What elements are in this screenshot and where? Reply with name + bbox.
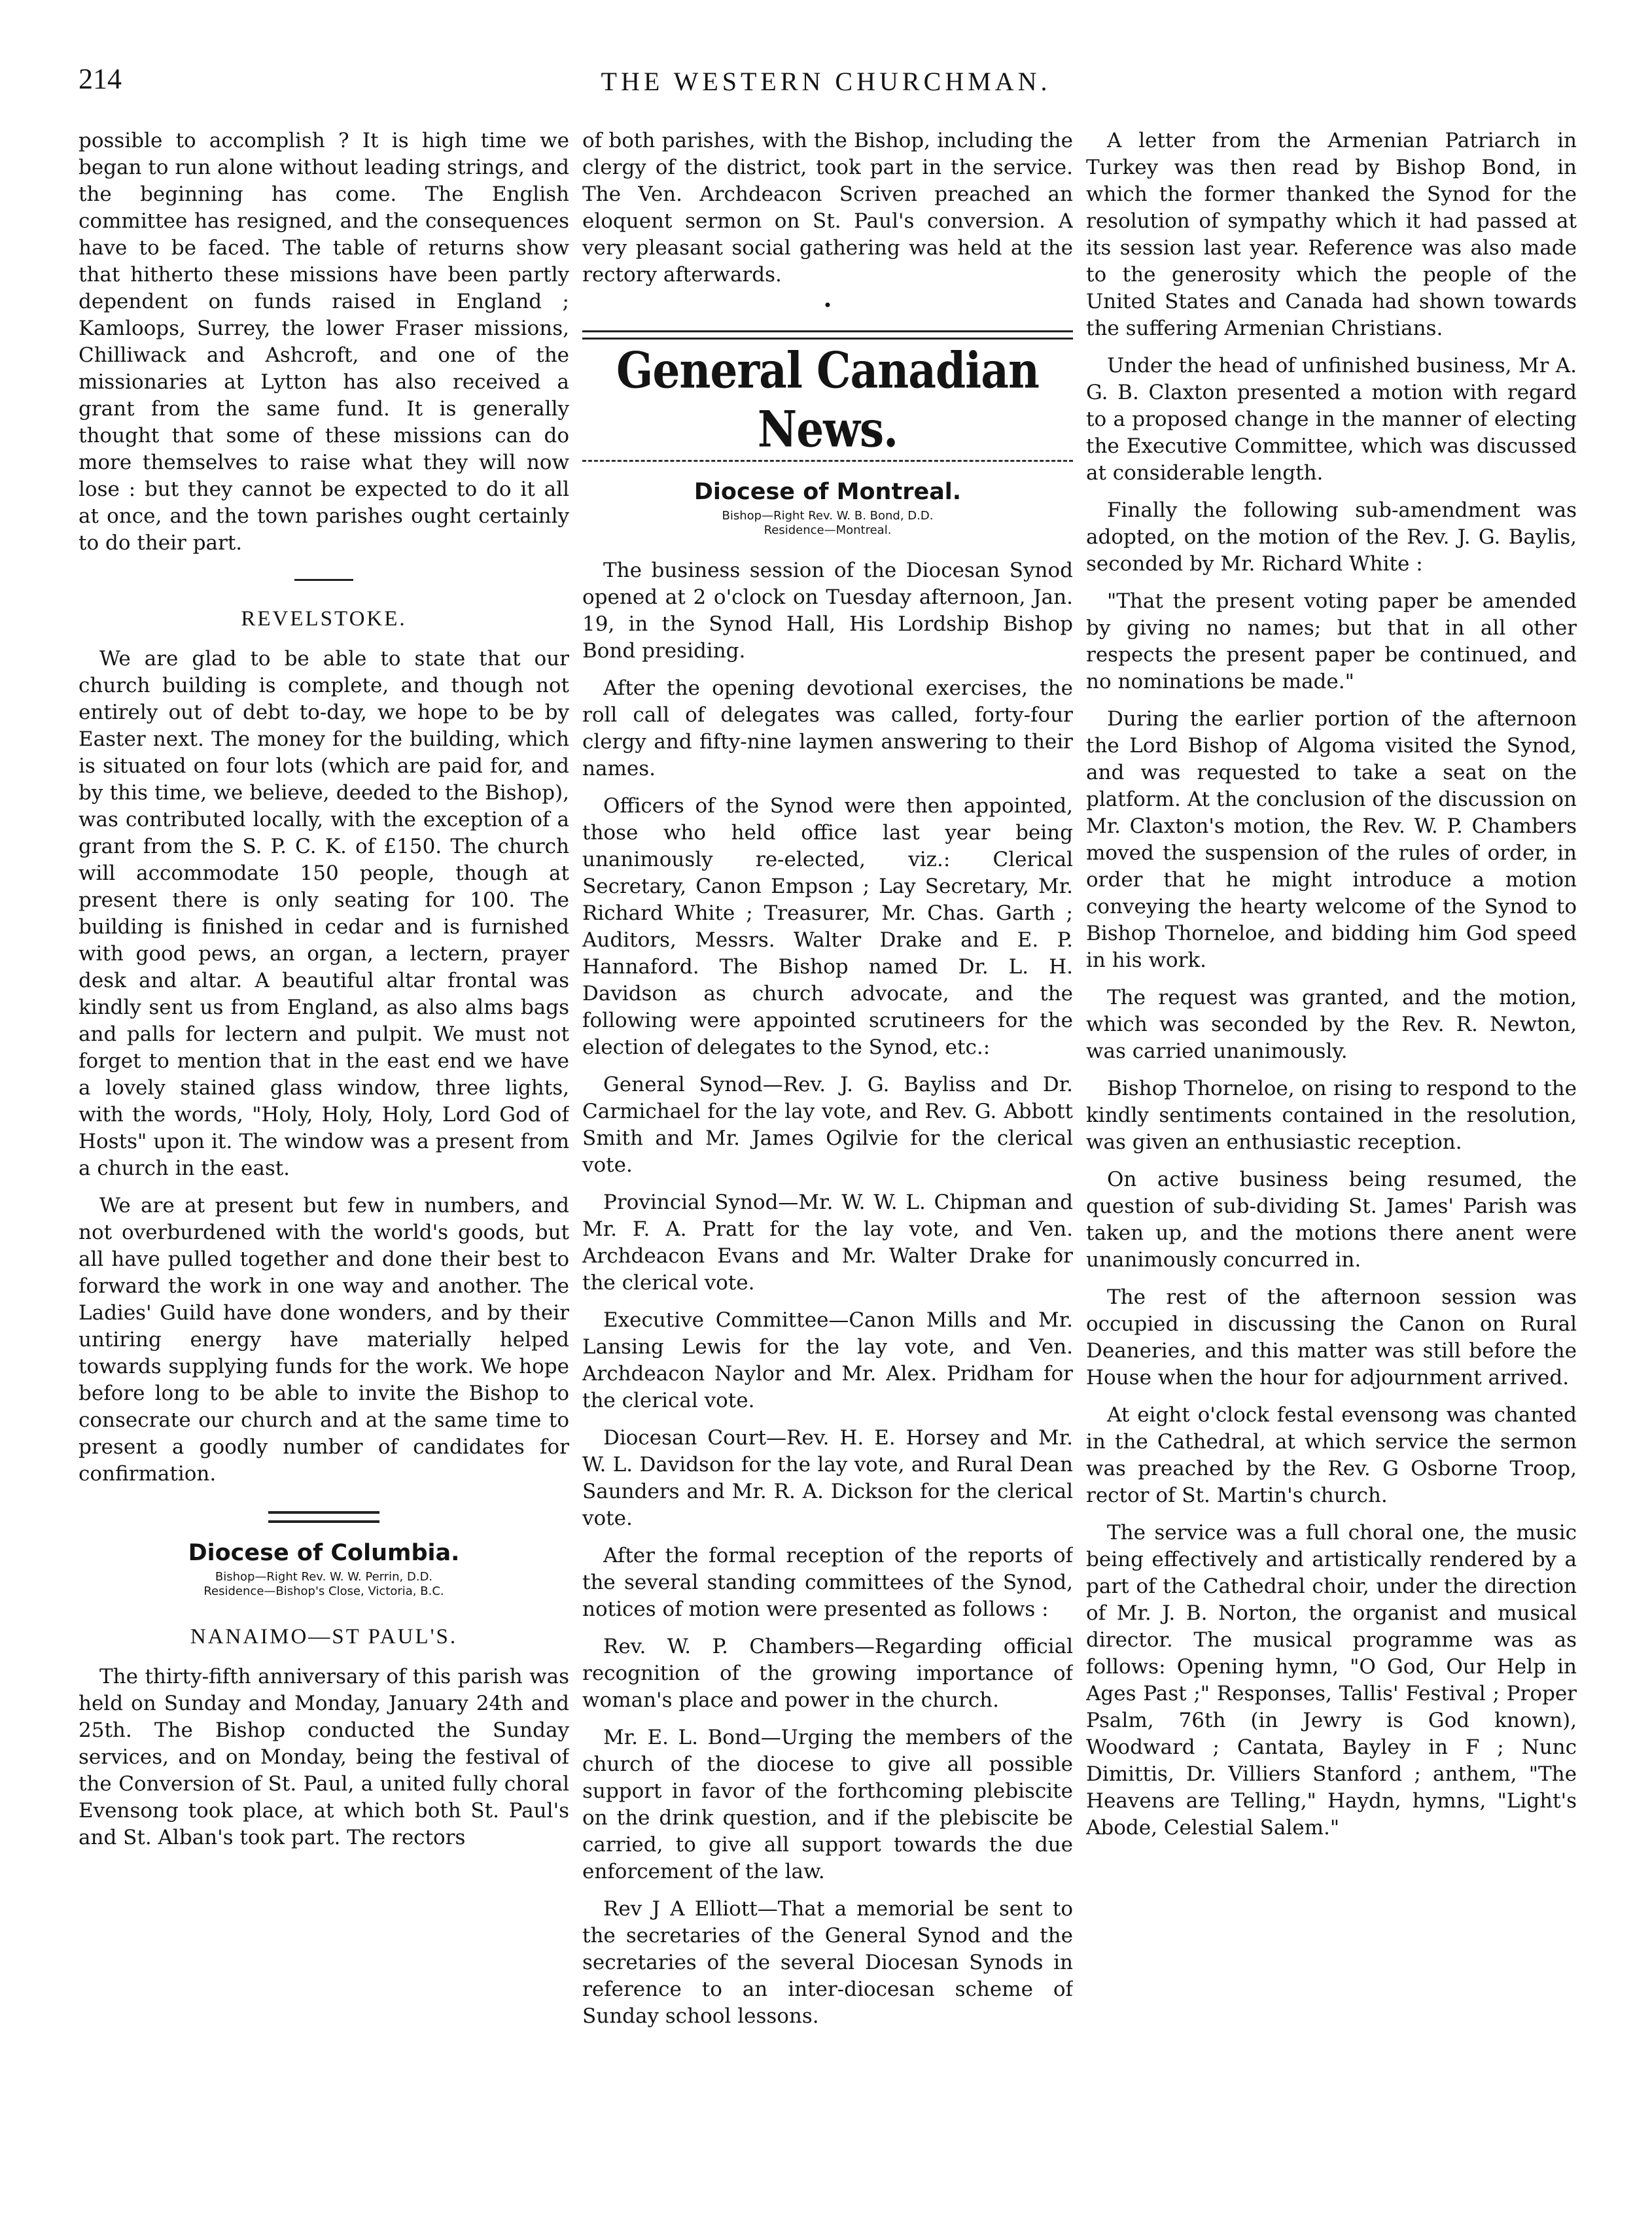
section-heading-revelstoke: REVELSTOKE. xyxy=(241,607,407,631)
paragraph: Officers of the Synod were then appointed, those who held office last year being unanimously re-elected, viz.: Clerical Secretary, Canon Empson ; Lay Secretary, Mr. Richard White ; Treasurer, Mr. Chas. Garth ; Auditors, Messrs. Walter Drake and E. P. Hannaford. The Bishop named Dr. L. H. Davidson as church advocate, and the following were appointed scrutineers for the election of delegates to the Synod, etc.: xyxy=(582,794,1073,1059)
header-rule xyxy=(582,330,1073,340)
column-2 xyxy=(582,128,1073,2188)
paragraph: We are at present but few in numbers, and not overburdened with the world's goods, but all have pulled together and done their best to forward the work in one way and another. The Ladies' Guild have done wonders, and by their untiring energy have materially helped towards supplying funds for the work. We hope before long to be able to invite the Bishop to consecrate our church and at the same time to present a goodly number of candidates for confirmation. xyxy=(79,1194,569,1486)
paragraph: Rev J A Elliott—That a memorial be sent to the secretaries of the General Synod and the secretaries of the several Diocesan Synods in reference to an inter-diocesan scheme of Sunday school lessons. xyxy=(582,1897,1073,2028)
section-heading-nanaimo: NANAIMO—ST PAUL'S. xyxy=(190,1625,458,1649)
paragraph: The request was granted, and the motion, which was seconded by the Rev. R. Newton, was carried unanimously. xyxy=(1086,986,1577,1063)
section-divider xyxy=(268,1511,379,1523)
running-head xyxy=(79,62,1573,101)
paragraph: "That the present voting paper be amended by giving no names; but that in all other respects the present paper be continued, and no nominations be made." xyxy=(1086,589,1577,693)
column-1 xyxy=(79,128,569,2188)
paragraph: After the formal reception of the reports of the several standing committees of the Synod, notices of motion were presented as follows : xyxy=(582,1544,1073,1621)
paragraph: The service was a full choral one, the music being effectively and artistically rendered by a part of the Cathedral choir, under the direction of Mr. J. B. Norton, the organist and musical director. The musical programme was as follows: Opening hymn, "O God, Our Help in Ages Past ;" Responses, Tallis' Festival ; Proper Psalm, 76th (in Jewry is God known), Woodward ; Cantata, Bayley in F ; Nunc Dimittis, Dr. Villiers Stanford ; anthem, "The Heavens are Telling," Haydn, hymns, "Light's Abode, Celestial Salem." xyxy=(1086,1521,1577,1840)
bishop-line: Bishop—Right Rev. W. B. Bond, D.D. xyxy=(722,509,934,523)
residence-line: Residence—Bishop's Close, Victoria, B.C. xyxy=(203,1584,444,1598)
journal-title: THE WESTERN CHURCHMAN. xyxy=(601,67,1051,96)
paragraph: The rest of the afternoon session was occupied in discussing the Canon on Rural Deaneries, and this matter was still before the House when the hour for adjournment arrived. xyxy=(1086,1285,1577,1389)
paragraph: After the opening devotional exercises, the roll call of delegates was called, forty-four clergy and fifty-nine laymen answering to their names. xyxy=(582,676,1073,780)
paragraph: General Synod—Rev. J. G. Bayliss and Dr. Carmichael for the lay vote, and Rev. G. Abbott Smith and Mr. James Ogilvie for the clerical vote. xyxy=(582,1073,1073,1177)
page-number: 214 xyxy=(79,63,122,95)
paragraph: Finally the following sub-amendment was adopted, on the motion of the Rev. J. G. Baylis, seconded by Mr. Richard White : xyxy=(1086,498,1577,576)
paragraph: Diocesan Court—Rev. H. E. Horsey and Mr. W. L. Davidson for the lay vote, and Rural Dean Saunders and Mr. R. A. Dickson for the clerical vote. xyxy=(582,1426,1073,1530)
dashed-divider xyxy=(582,460,1073,462)
paragraph: At eight o'clock festal evensong was chanted in the Cathedral, at which service the sermon was preached by the Rev. G Osborne Troop, rector of St. Martin's church. xyxy=(1086,1403,1577,1507)
paragraph: Bishop Thorneloe, on rising to respond to the kindly sentiments contained in the resolution, was given an enthusiastic reception. xyxy=(1086,1077,1577,1154)
paragraph: On active business being resumed, the question of sub-dividing St. James' Parish was taken up, and the motions there anent were unanimously concurred in. xyxy=(1086,1168,1577,1272)
paragraph: Provincial Synod—Mr. W. W. L. Chipman and Mr. F. A. Pratt for the lay vote, and Ven. Archdeacon Evans and Mr. Walter Drake for the clerical vote. xyxy=(582,1191,1073,1295)
paragraph: The business session of the Diocesan Synod opened at 2 o'clock on Tuesday afternoon, Jan. 19, in the Synod Hall, His Lordship Bishop Bond presiding. xyxy=(582,559,1073,663)
paragraph: The thirty-fifth anniversary of this parish was held on Sunday and Monday, January 24th and 25th. The Bishop conducted the Sunday services, and on Monday, being the festival of the Conversion of St. Paul, a united fully choral Evensong took place, at which both St. Paul's and St. Alban's took part. The rectors xyxy=(79,1665,569,1849)
column-3 xyxy=(1086,128,1577,2188)
article-columns xyxy=(79,128,1577,2188)
paragraph: Executive Committee—Canon Mills and Mr. Lansing Lewis for the lay vote, and Ven. Archdeacon Naylor and Mr. Alex. Pridham for the clerical vote. xyxy=(582,1308,1073,1412)
paragraph: possible to accomplish ? It is high time we began to run alone without leading strings, and the beginning has come. The English committee has resigned, and the consequences have to be faced. The table of returns show that hitherto these missions have been partly dependent on funds raised in England ; Kamloops, Surrey, the lower Fraser missions, Chilliwack and Ashcroft, and one of the missionaries at Lytton has also received a grant from the same fund. It is generally thought that some of these missions can do more themselves to raise what they will now lose : but they cannot be expected to do it all at once, and the town parishes ought certainly to do their part. xyxy=(79,129,569,555)
paragraph: We are glad to be able to state that our church building is complete, and though not entirely out of debt to-day, we hope to be by Easter next. The money for the building, which is situated on four lots (which are paid for, and by this time, we believe, deeded to the Bishop), was contributed locally, with the exception of a grant from the S. P. C. K. of £150. The church will accommodate 150 people, though at present there is only seating for 100. The building is finished in cedar and is furnished with good pews, an organ, a lectern, prayer desk and altar. A beautiful altar frontal was kindly sent us from England, as also alms bags and palls for lectern and pulpit. We must not forget to mention that in the east end we have a lovely stained glass window, three lights, with the words, "Holy, Holy, Holy, Lord God of Hosts" upon it. The window was a present from a church in the east. xyxy=(79,647,569,1180)
general-news-heading: General Canadian News. xyxy=(616,341,1039,459)
diocese-heading-columbia: Diocese of Columbia. xyxy=(188,1540,460,1566)
paragraph: During the earlier portion of the afternoon the Lord Bishop of Algoma visited the Synod, and was requested to take a seat on the platform. At the conclusion of the discussion on Mr. Claxton's motion, the Rev. W. P. Chambers moved the suspension of the rules of order, in order that he might introduce a motion conveying the hearty welcome of the Synod to Bishop Thorneloe, and bidding him God speed in his work. xyxy=(1086,707,1577,972)
paragraph: Rev. W. P. Chambers—Regarding official recognition of the growing importance of woman's place and power in the church. xyxy=(582,1635,1073,1712)
residence-line: Residence—Montreal. xyxy=(764,523,892,537)
paragraph: A letter from the Armenian Patriarch in Turkey was then read by Bishop Bond, in which the former thanked the Synod for the resolution of sympathy which it had passed at its session last year. Reference was also made to the generosity which the people of the United States and Canada had shown towards the suffering Armenian Christians. xyxy=(1086,129,1577,340)
section-divider xyxy=(294,579,353,581)
paragraph: Under the head of unfinished business, Mr A. G. B. Claxton presented a motion with regard to a proposed change in the manner of electing the Executive Committee, which was discussed at considerable length. xyxy=(1086,354,1577,485)
bullet-ornament: • xyxy=(822,296,833,315)
bishop-line: Bishop—Right Rev. W. W. Perrin, D.D. xyxy=(215,1570,433,1584)
paragraph: Mr. E. L. Bond—Urging the members of the church of the diocese to give all possible support in favor of the forthcoming plebiscite on the drink question, and if the plebiscite be carried, to give all support towards the due enforcement of the law. xyxy=(582,1726,1073,1883)
diocese-heading-montreal: Diocese of Montreal. xyxy=(694,479,962,505)
paragraph: of both parishes, with the Bishop, including the clergy of the district, took part in the service. The Ven. Archdeacon Scriven preached an eloquent sermon on St. Paul's conversion. A very pleasant social gathering was held at the rectory afterwards. xyxy=(582,129,1073,287)
